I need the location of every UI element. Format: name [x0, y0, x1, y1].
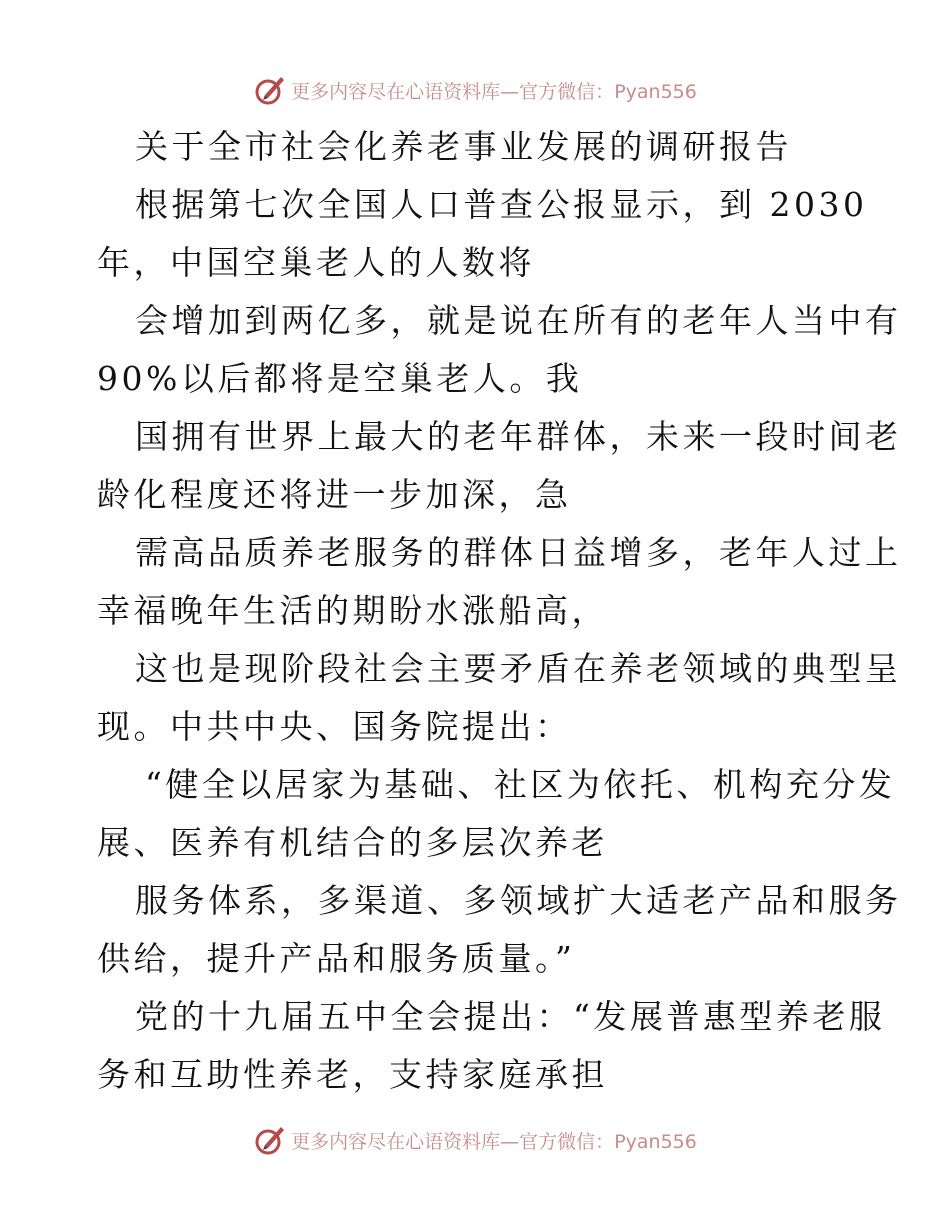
paragraph-line: 龄化程度还将进一步加深，急: [97, 475, 572, 514]
watermark-wechat-label: 官方微信：: [519, 1130, 615, 1153]
watermark-wechat-label: 官方微信：: [519, 80, 615, 103]
quote-line: 服务体系，多渠道、多领域扩大适老产品和服务: [135, 881, 902, 920]
quill-pen-logo-icon: [253, 73, 287, 107]
quote-line: 供给，提升产品和服务质量。”: [97, 939, 576, 978]
paragraph-line: 会增加到两亿多，就是说在所有的老年人当中有: [135, 301, 902, 340]
watermark-text: [291, 77, 697, 104]
footer-watermark: [0, 1120, 950, 1160]
paragraph-line: 这也是现阶段社会主要矛盾在养老领域的典型呈: [135, 649, 902, 688]
paragraph-line: 幸福晚年生活的期盼水涨船高，: [97, 591, 608, 630]
paragraph-line: 务和互助性养老，支持家庭承担: [97, 1055, 608, 1094]
watermark-dash: —: [500, 1130, 520, 1153]
paragraph-line: 现。中共中央、国务院提出：: [97, 707, 572, 746]
document-body: [97, 118, 902, 1104]
paragraph-line: 年，中国空巢老人的人数将: [97, 243, 535, 282]
quote-line: 展、医养有机结合的多层次养老: [97, 823, 608, 862]
watermark-wechat-id: Pyan556: [614, 1130, 697, 1153]
paragraph-line: 需高品质养老服务的群体日益增多，老年人过上: [135, 533, 902, 572]
document-title: 关于全市社会化养老事业发展的调研报告: [135, 127, 792, 166]
paragraph-line: 党的十九届五中全会提出：“发展普惠型养老服: [135, 997, 886, 1036]
quote-line: “健全以居家为基础、社区为依托、机构充分发: [145, 765, 896, 804]
watermark-brand: 更多内容尽在心语资料库: [291, 80, 501, 103]
header-watermark: [0, 70, 950, 110]
watermark-dash: —: [500, 80, 520, 103]
watermark-text: [291, 1127, 697, 1154]
paragraph-line: 根据第七次全国人口普查公报显示，到 2030: [135, 185, 868, 224]
paragraph-line: 国拥有世界上最大的老年群体，未来一段时间老: [135, 417, 902, 456]
watermark-brand: 更多内容尽在心语资料库: [291, 1130, 501, 1153]
watermark-wechat-id: Pyan556: [614, 80, 697, 103]
paragraph-line: 90%以后都将是空巢老人。我: [97, 359, 583, 398]
quill-pen-logo-icon: [253, 1123, 287, 1157]
